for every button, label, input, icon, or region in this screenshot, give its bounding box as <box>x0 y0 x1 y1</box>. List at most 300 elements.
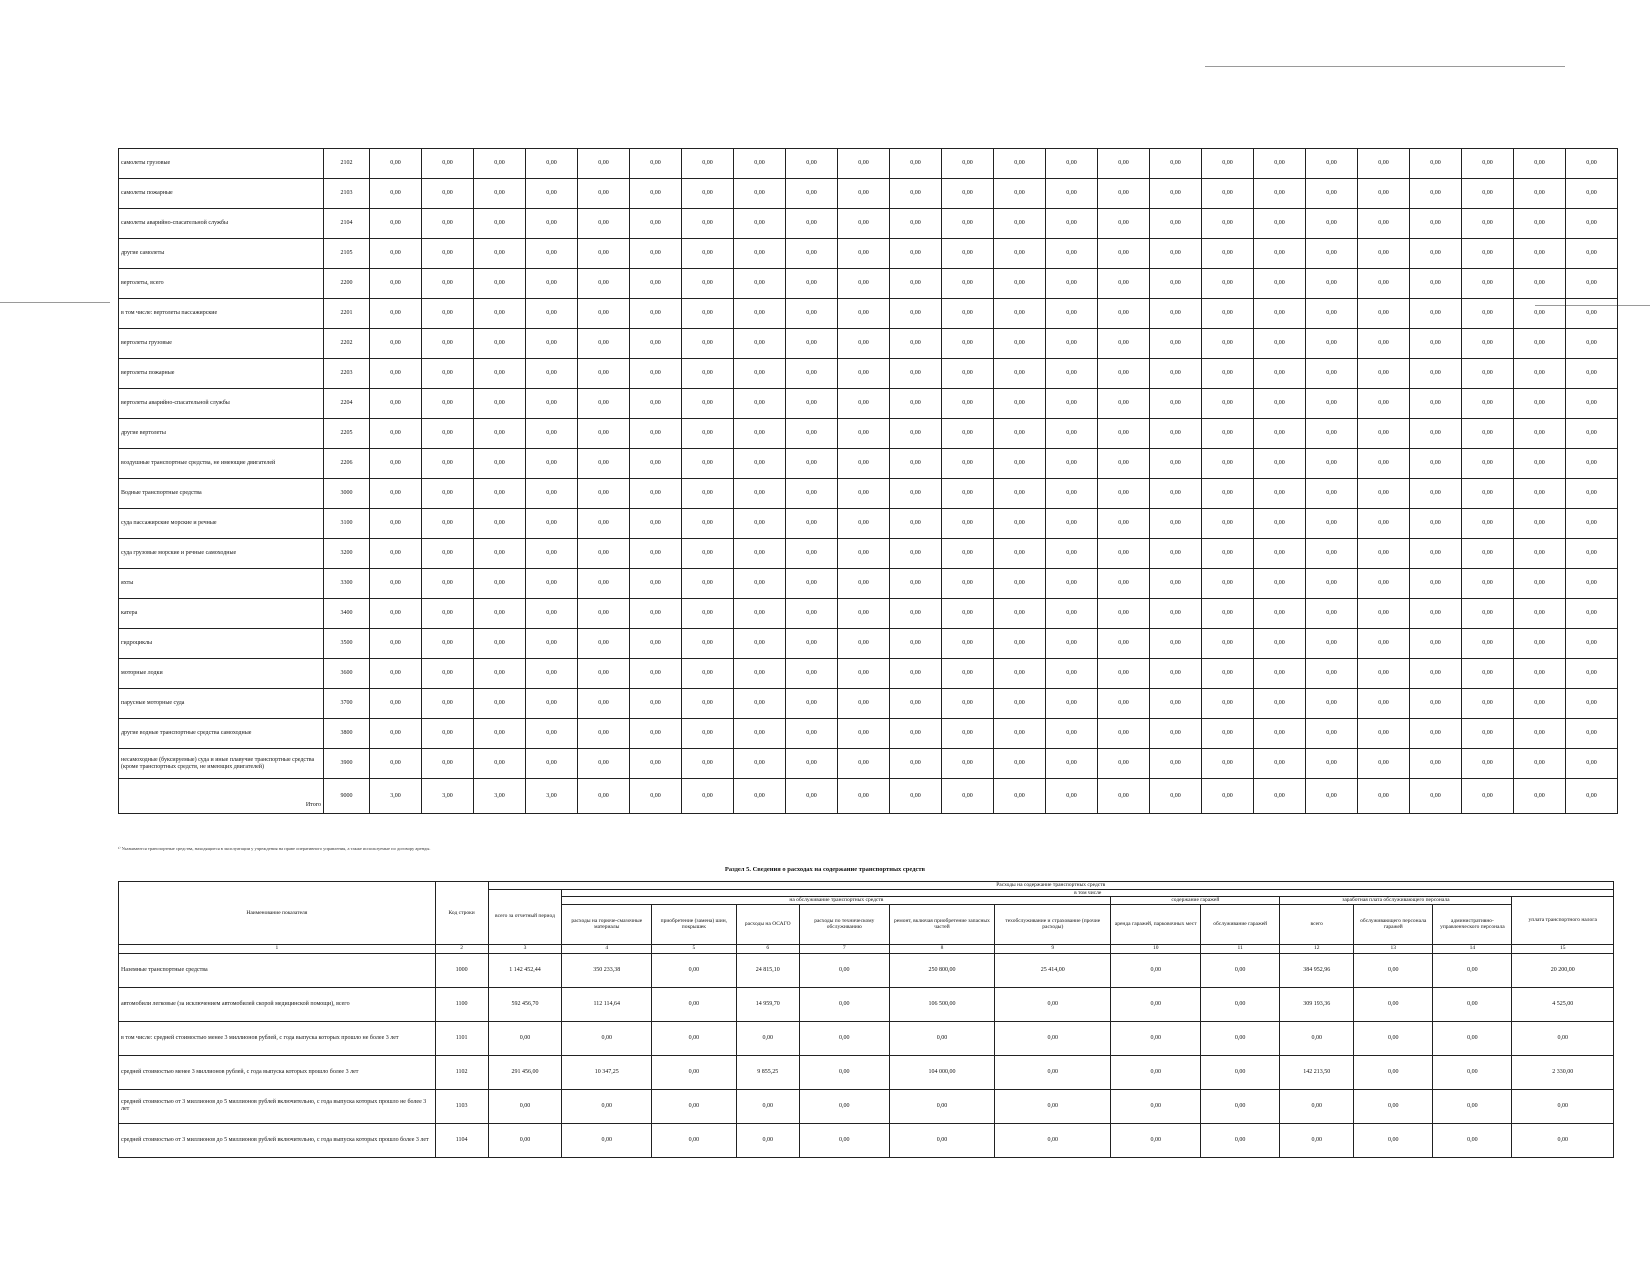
value-cell: 0,00 <box>994 239 1046 269</box>
value-cell: 0,00 <box>474 209 526 239</box>
value-cell: 0,00 <box>422 239 474 269</box>
value-cell: 0,00 <box>1358 689 1410 719</box>
value-cell: 0,00 <box>1358 629 1410 659</box>
value-cell: 0,00 <box>942 629 994 659</box>
value-cell: 0,00 <box>838 569 890 599</box>
value-cell: 0,00 <box>1462 659 1514 689</box>
value-cell: 0,00 <box>942 749 994 779</box>
value-cell: 0,00 <box>838 689 890 719</box>
value-cell: 0,00 <box>1046 239 1098 269</box>
row-code: 3200 <box>324 539 370 569</box>
row-label: несамоходные (буксируемые) суда и иные плавучие транспортные средства (кроме транспортных средств, не имеющих двигателей) <box>119 749 324 779</box>
row-label: яхты <box>119 569 324 599</box>
value-cell: 0,00 <box>1514 659 1566 689</box>
value-cell: 0,00 <box>1202 299 1254 329</box>
value-cell: 291 456,00 <box>488 1055 562 1089</box>
column-number: 3 <box>488 944 562 953</box>
table-row <box>119 479 1618 509</box>
value-cell: 0,00 <box>890 209 942 239</box>
row-label: в том числе: вертолеты пассажирские <box>119 299 324 329</box>
value-cell: 0,00 <box>1358 299 1410 329</box>
value-cell: 0,00 <box>652 1123 736 1157</box>
value-cell: 0,00 <box>942 419 994 449</box>
value-cell: 0,00 <box>1410 149 1462 179</box>
value-cell: 0,00 <box>734 449 786 479</box>
header-transport-tax: уплата транспортного налога <box>1512 897 1614 945</box>
transport-expenses-table <box>118 881 1614 1158</box>
value-cell: 0,00 <box>1202 359 1254 389</box>
total-value-cell: 0,00 <box>1358 779 1410 814</box>
value-cell: 0,00 <box>1046 329 1098 359</box>
value-cell: 0,00 <box>370 419 422 449</box>
value-cell: 0,00 <box>734 569 786 599</box>
table-row <box>119 953 1614 987</box>
row-label: другие вертолеты <box>119 419 324 449</box>
value-cell: 0,00 <box>1358 419 1410 449</box>
value-cell: 0,00 <box>526 359 578 389</box>
value-cell: 0,00 <box>578 149 630 179</box>
row-label: другие водные транспортные средства самоходные <box>119 719 324 749</box>
value-cell: 0,00 <box>1566 359 1618 389</box>
row-code: 3500 <box>324 629 370 659</box>
value-cell: 0,00 <box>1306 539 1358 569</box>
column-number: 6 <box>736 944 799 953</box>
value-cell: 0,00 <box>682 419 734 449</box>
value-cell: 0,00 <box>734 509 786 539</box>
value-cell: 0,00 <box>1306 419 1358 449</box>
value-cell: 0,00 <box>1111 1089 1201 1123</box>
value-cell: 0,00 <box>578 209 630 239</box>
table-row <box>119 1055 1614 1089</box>
row-label: парусные моторные суда <box>119 689 324 719</box>
total-value-cell: 0,00 <box>1566 779 1618 814</box>
value-cell: 0,00 <box>1306 449 1358 479</box>
value-cell: 0,00 <box>1410 599 1462 629</box>
value-cell: 0,00 <box>630 179 682 209</box>
value-cell: 0,00 <box>578 719 630 749</box>
value-cell: 0,00 <box>994 299 1046 329</box>
value-cell: 0,00 <box>1358 359 1410 389</box>
value-cell: 0,00 <box>786 299 838 329</box>
value-cell: 0,00 <box>1202 749 1254 779</box>
value-cell: 0,00 <box>1254 719 1306 749</box>
row-code: 2206 <box>324 449 370 479</box>
value-cell: 592 456,70 <box>488 987 562 1021</box>
total-value-cell: 0,00 <box>838 779 890 814</box>
value-cell: 0,00 <box>890 749 942 779</box>
row-code: 1100 <box>435 987 488 1021</box>
table-row <box>119 539 1618 569</box>
value-cell: 0,00 <box>1566 719 1618 749</box>
value-cell: 350 233,38 <box>562 953 652 987</box>
value-cell: 0,00 <box>734 149 786 179</box>
value-cell: 0,00 <box>1306 689 1358 719</box>
value-cell: 0,00 <box>994 359 1046 389</box>
row-code: 1000 <box>435 953 488 987</box>
value-cell: 0,00 <box>630 509 682 539</box>
value-cell: 0,00 <box>1254 209 1306 239</box>
value-cell: 0,00 <box>526 479 578 509</box>
value-cell: 0,00 <box>786 179 838 209</box>
value-cell: 0,00 <box>370 179 422 209</box>
scan-artifact-line <box>0 302 110 303</box>
value-cell: 0,00 <box>1358 539 1410 569</box>
value-cell: 0,00 <box>1098 509 1150 539</box>
row-label: гидроциклы <box>119 629 324 659</box>
row-code: 3900 <box>324 749 370 779</box>
value-cell: 0,00 <box>942 179 994 209</box>
value-cell: 0,00 <box>1514 689 1566 719</box>
value-cell: 0,00 <box>1046 629 1098 659</box>
value-cell: 0,00 <box>422 149 474 179</box>
value-cell: 0,00 <box>1433 1055 1512 1089</box>
value-cell: 0,00 <box>1566 389 1618 419</box>
value-cell: 0,00 <box>682 599 734 629</box>
table-row <box>119 1123 1614 1157</box>
value-cell: 0,00 <box>1462 389 1514 419</box>
transport-units-table-body <box>119 149 1618 814</box>
value-cell: 0,00 <box>1150 449 1202 479</box>
header-including: в том числе <box>562 889 1614 897</box>
header-expenses-group: Расходы на содержание транспортных средств <box>488 882 1614 890</box>
value-cell: 0,00 <box>474 389 526 419</box>
value-cell: 0,00 <box>370 239 422 269</box>
value-cell: 0,00 <box>890 659 942 689</box>
value-cell: 0,00 <box>630 149 682 179</box>
value-cell: 0,00 <box>1254 239 1306 269</box>
value-cell: 0,00 <box>942 719 994 749</box>
value-cell: 0,00 <box>652 1055 736 1089</box>
value-cell: 0,00 <box>942 569 994 599</box>
row-label: вертолеты аварийно-спасательной службы <box>119 389 324 419</box>
value-cell: 0,00 <box>578 689 630 719</box>
value-cell: 0,00 <box>370 539 422 569</box>
table-row <box>119 359 1618 389</box>
total-value-cell: 0,00 <box>1202 779 1254 814</box>
total-value-cell: 0,00 <box>994 779 1046 814</box>
value-cell: 0,00 <box>1566 449 1618 479</box>
value-cell: 0,00 <box>1354 1089 1433 1123</box>
value-cell: 0,00 <box>994 629 1046 659</box>
row-label: средней стоимостью менее 3 миллионов рублей, с года выпуска которых прошло более 3 лет <box>119 1055 436 1089</box>
value-cell: 0,00 <box>1306 269 1358 299</box>
value-cell: 0,00 <box>786 539 838 569</box>
total-value-cell: 3,00 <box>370 779 422 814</box>
table-row <box>119 987 1614 1021</box>
value-cell: 0,00 <box>1150 419 1202 449</box>
value-cell: 0,00 <box>942 599 994 629</box>
value-cell: 0,00 <box>1566 329 1618 359</box>
value-cell: 0,00 <box>1098 539 1150 569</box>
value-cell: 0,00 <box>994 599 1046 629</box>
value-cell: 0,00 <box>578 479 630 509</box>
value-cell: 0,00 <box>526 299 578 329</box>
table-row <box>119 659 1618 689</box>
value-cell: 0,00 <box>736 1089 799 1123</box>
value-cell: 0,00 <box>682 629 734 659</box>
value-cell: 0,00 <box>526 419 578 449</box>
value-cell: 0,00 <box>1098 209 1150 239</box>
total-value-cell: 0,00 <box>734 779 786 814</box>
value-cell: 0,00 <box>1514 539 1566 569</box>
row-code: 2105 <box>324 239 370 269</box>
value-cell: 0,00 <box>1202 449 1254 479</box>
value-cell: 0,00 <box>1150 509 1202 539</box>
value-cell: 0,00 <box>1046 299 1098 329</box>
value-cell: 0,00 <box>1566 419 1618 449</box>
value-cell: 0,00 <box>474 329 526 359</box>
value-cell: 0,00 <box>1254 659 1306 689</box>
value-cell: 0,00 <box>1410 359 1462 389</box>
row-label: средней стоимостью от 3 миллионов до 5 миллионов рублей включительно, с года выпуска которых прошло не более 3 лет <box>119 1089 436 1123</box>
value-cell: 0,00 <box>1046 599 1098 629</box>
value-cell: 0,00 <box>889 1089 995 1123</box>
value-cell: 0,00 <box>1514 149 1566 179</box>
value-cell: 0,00 <box>1201 1055 1280 1089</box>
row-code: 3700 <box>324 689 370 719</box>
value-cell: 0,00 <box>838 599 890 629</box>
value-cell: 0,00 <box>1462 149 1514 179</box>
value-cell: 0,00 <box>630 689 682 719</box>
total-value-cell: 0,00 <box>942 779 994 814</box>
value-cell: 0,00 <box>1150 299 1202 329</box>
value-cell: 309 193,36 <box>1280 987 1354 1021</box>
value-cell: 0,00 <box>1202 419 1254 449</box>
value-cell: 0,00 <box>942 209 994 239</box>
value-cell: 0,00 <box>682 329 734 359</box>
value-cell: 250 800,00 <box>889 953 995 987</box>
total-label-cell <box>119 779 324 814</box>
row-label: вертолеты грузовые <box>119 329 324 359</box>
column-number: 9 <box>995 944 1111 953</box>
value-cell: 0,00 <box>1514 239 1566 269</box>
value-cell: 0,00 <box>1046 389 1098 419</box>
value-cell: 0,00 <box>1462 179 1514 209</box>
value-cell: 0,00 <box>890 689 942 719</box>
value-cell: 0,00 <box>1566 749 1618 779</box>
value-cell: 0,00 <box>736 1123 799 1157</box>
value-cell: 0,00 <box>942 449 994 479</box>
row-code: 2202 <box>324 329 370 359</box>
value-cell: 0,00 <box>630 269 682 299</box>
value-cell: 0,00 <box>370 359 422 389</box>
value-cell: 0,00 <box>1280 1021 1354 1055</box>
value-cell: 0,00 <box>734 479 786 509</box>
value-cell: 0,00 <box>1410 239 1462 269</box>
value-cell: 0,00 <box>1566 149 1618 179</box>
value-cell: 0,00 <box>786 719 838 749</box>
value-cell: 0,00 <box>488 1021 562 1055</box>
value-cell: 0,00 <box>1358 599 1410 629</box>
value-cell: 0,00 <box>1254 689 1306 719</box>
value-cell: 0,00 <box>1046 509 1098 539</box>
value-cell: 0,00 <box>422 719 474 749</box>
value-cell: 0,00 <box>1462 509 1514 539</box>
value-cell: 0,00 <box>1046 359 1098 389</box>
value-cell: 0,00 <box>890 719 942 749</box>
value-cell: 0,00 <box>578 299 630 329</box>
value-cell: 0,00 <box>838 299 890 329</box>
value-cell: 0,00 <box>1512 1123 1614 1157</box>
value-cell: 0,00 <box>786 569 838 599</box>
value-cell: 0,00 <box>652 953 736 987</box>
value-cell: 0,00 <box>578 179 630 209</box>
value-cell: 0,00 <box>890 569 942 599</box>
value-cell: 0,00 <box>1514 329 1566 359</box>
value-cell: 0,00 <box>1046 539 1098 569</box>
total-value-cell: 0,00 <box>1254 779 1306 814</box>
total-row <box>119 779 1618 814</box>
value-cell: 0,00 <box>1202 659 1254 689</box>
row-code: 1104 <box>435 1123 488 1157</box>
value-cell: 0,00 <box>1462 689 1514 719</box>
value-cell: 0,00 <box>474 659 526 689</box>
value-cell: 0,00 <box>838 419 890 449</box>
header-staff-total: всего <box>1280 904 1354 944</box>
value-cell: 0,00 <box>1098 239 1150 269</box>
value-cell: 0,00 <box>1046 419 1098 449</box>
value-cell: 0,00 <box>890 449 942 479</box>
value-cell: 0,00 <box>422 209 474 239</box>
value-cell: 0,00 <box>890 509 942 539</box>
value-cell: 0,00 <box>474 479 526 509</box>
value-cell: 0,00 <box>562 1021 652 1055</box>
value-cell: 0,00 <box>1098 689 1150 719</box>
value-cell: 0,00 <box>1202 389 1254 419</box>
row-label: катера <box>119 599 324 629</box>
value-cell: 0,00 <box>578 449 630 479</box>
value-cell: 0,00 <box>1150 539 1202 569</box>
value-cell: 0,00 <box>994 719 1046 749</box>
value-cell: 0,00 <box>1046 689 1098 719</box>
value-cell: 0,00 <box>370 659 422 689</box>
row-label: вертолеты пожарные <box>119 359 324 389</box>
value-cell: 0,00 <box>736 1021 799 1055</box>
value-cell: 0,00 <box>1202 209 1254 239</box>
row-label: самолеты грузовые <box>119 149 324 179</box>
value-cell: 0,00 <box>526 689 578 719</box>
value-cell: 0,00 <box>1514 419 1566 449</box>
value-cell: 0,00 <box>1306 299 1358 329</box>
value-cell: 0,00 <box>1512 1089 1614 1123</box>
value-cell: 0,00 <box>1201 1089 1280 1123</box>
value-cell: 0,00 <box>1098 419 1150 449</box>
value-cell: 0,00 <box>630 239 682 269</box>
total-value-cell: 3,00 <box>422 779 474 814</box>
value-cell: 0,00 <box>526 179 578 209</box>
value-cell: 0,00 <box>1254 509 1306 539</box>
value-cell: 0,00 <box>682 749 734 779</box>
value-cell: 0,00 <box>786 149 838 179</box>
table-row <box>119 719 1618 749</box>
header-staff-service: административно-управленческого персонала <box>1433 904 1512 944</box>
header-staff-drivers: обслуживающего персонала гаражей <box>1354 904 1433 944</box>
value-cell: 0,00 <box>1098 659 1150 689</box>
value-cell: 0,00 <box>652 1021 736 1055</box>
value-cell: 0,00 <box>370 479 422 509</box>
column-number: 12 <box>1280 944 1354 953</box>
total-value-cell: 0,00 <box>1046 779 1098 814</box>
value-cell: 0,00 <box>838 479 890 509</box>
value-cell: 0,00 <box>889 1123 995 1157</box>
value-cell: 0,00 <box>799 1055 889 1089</box>
row-label: самолеты пожарные <box>119 179 324 209</box>
value-cell: 0,00 <box>488 1089 562 1123</box>
value-cell: 0,00 <box>630 479 682 509</box>
value-cell: 0,00 <box>1514 179 1566 209</box>
value-cell: 0,00 <box>1514 569 1566 599</box>
value-cell: 0,00 <box>526 269 578 299</box>
column-number: 7 <box>799 944 889 953</box>
value-cell: 0,00 <box>786 239 838 269</box>
total-value-cell: 0,00 <box>1462 779 1514 814</box>
column-number: 15 <box>1512 944 1614 953</box>
value-cell: 0,00 <box>1514 389 1566 419</box>
value-cell: 0,00 <box>995 1055 1111 1089</box>
value-cell: 0,00 <box>1098 629 1150 659</box>
value-cell: 0,00 <box>1306 629 1358 659</box>
value-cell: 0,00 <box>474 749 526 779</box>
table-row <box>119 569 1618 599</box>
value-cell: 0,00 <box>942 239 994 269</box>
value-cell: 0,00 <box>1306 239 1358 269</box>
value-cell: 0,00 <box>786 419 838 449</box>
total-value-cell: 0,00 <box>1514 779 1566 814</box>
column-number: 1 <box>119 944 436 953</box>
value-cell: 0,00 <box>1306 569 1358 599</box>
value-cell: 0,00 <box>1358 269 1410 299</box>
value-cell: 0,00 <box>799 1089 889 1123</box>
total-label: Итого <box>305 801 321 808</box>
value-cell: 0,00 <box>474 629 526 659</box>
value-cell: 0,00 <box>578 509 630 539</box>
value-cell: 0,00 <box>422 419 474 449</box>
value-cell: 0,00 <box>474 239 526 269</box>
value-cell: 0,00 <box>682 509 734 539</box>
value-cell: 0,00 <box>1046 749 1098 779</box>
value-cell: 0,00 <box>1462 719 1514 749</box>
value-cell: 0,00 <box>1566 659 1618 689</box>
value-cell: 0,00 <box>994 509 1046 539</box>
value-cell: 1 142 452,44 <box>488 953 562 987</box>
value-cell: 0,00 <box>994 749 1046 779</box>
value-cell: 0,00 <box>1306 179 1358 209</box>
value-cell: 0,00 <box>994 479 1046 509</box>
value-cell: 0,00 <box>422 479 474 509</box>
value-cell: 0,00 <box>474 179 526 209</box>
value-cell: 0,00 <box>474 299 526 329</box>
row-code: 3800 <box>324 719 370 749</box>
value-cell: 0,00 <box>1306 149 1358 179</box>
row-code: 2104 <box>324 209 370 239</box>
value-cell: 0,00 <box>370 389 422 419</box>
row-label: воздушные транспортные средства, не имеющие двигателей <box>119 449 324 479</box>
value-cell: 0,00 <box>370 719 422 749</box>
value-cell: 384 952,96 <box>1280 953 1354 987</box>
value-cell: 0,00 <box>1098 179 1150 209</box>
value-cell: 0,00 <box>786 269 838 299</box>
value-cell: 0,00 <box>422 629 474 659</box>
row-code: 2203 <box>324 359 370 389</box>
value-cell: 0,00 <box>1201 987 1280 1021</box>
value-cell: 0,00 <box>734 269 786 299</box>
value-cell: 0,00 <box>994 419 1046 449</box>
value-cell: 0,00 <box>734 599 786 629</box>
value-cell: 0,00 <box>1358 719 1410 749</box>
value-cell: 0,00 <box>1111 1055 1201 1089</box>
table-row <box>119 239 1618 269</box>
value-cell: 0,00 <box>1354 1055 1433 1089</box>
